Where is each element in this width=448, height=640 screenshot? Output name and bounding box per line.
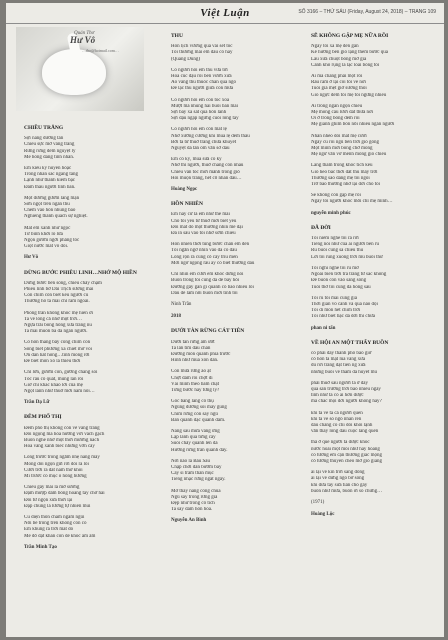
poem-line: Chiếu gầy mái lá mở sương <box>24 485 80 491</box>
poem-title: DỪNG BƯỚC PHIÊU LINH…NHỚ MỘ HIỀN <box>24 269 137 276</box>
poem-line: Đậm mượp đàm bóng hoang tay chờ hái <box>24 491 105 497</box>
poem-line: Con chim còn biết kêu người cũ <box>24 293 89 299</box>
poem-line: Một mình mới bóng chờ mong <box>311 146 373 152</box>
poem-line: Ban quanh đặc quanh đâm. <box>171 417 226 423</box>
poem-stanza <box>311 74 431 99</box>
poem-line: thả ở quê người ta được khóc <box>311 440 370 446</box>
poem <box>311 340 431 519</box>
poem-line: Chim rừng còn say ngủ <box>171 411 218 417</box>
poem-line: Ơn đàn hát hòng…tình mong rời <box>24 352 90 358</box>
poem-line: Ta lần tìm đâu chân <box>171 345 211 351</box>
poem-line: Trở bao thương nhớ lại đời cho tôi <box>311 182 381 188</box>
poem-line: Để biết mòn xó lá thiều thơi <box>24 359 81 365</box>
poem-line: qua sân trường trời bao nhiêu ngày <box>311 386 381 392</box>
poem-line: Mong đòi ngọn gửi rơi đôi ra lối <box>24 461 89 467</box>
poem-date: Ninh Trần <box>171 301 192 307</box>
poem <box>24 414 144 551</box>
poem-line: Chợt đâm rồi chợt đi <box>171 375 213 381</box>
poem-title: CHIỀU TRĂNG <box>24 125 64 131</box>
poem-stanza <box>24 426 144 451</box>
poem-stanza <box>24 455 144 480</box>
poem-line: Lập lánh qua từng cây <box>171 435 216 441</box>
poem-line: Có người hỏi em còn tóc xõa <box>171 97 230 103</box>
issue-info: SỐ 3166 – THỨ SÁU (Friday, August 24, 2018) – TRANG 109 <box>298 9 436 15</box>
poem-line: Ngủng đường soi mây gùng <box>171 405 227 411</box>
poem-line: tình như ta có ai hơn được <box>311 393 364 399</box>
poem-line: Giờ chỉ khắc khao lời của mẹ <box>24 382 83 388</box>
poem-line: (Quang Dũng) <box>171 56 201 62</box>
poem-stanza <box>171 459 291 484</box>
poem-line: Nhân nhéo đôi mắt mẹ cười <box>311 133 367 139</box>
poem-line: Dưới tán rừng âm ướt <box>171 339 215 345</box>
poem-stanza <box>171 127 291 152</box>
poem-line: nước hoài một mối như hay hoang <box>311 446 380 452</box>
banner-name: Hư Vô <box>70 35 96 45</box>
poem-stanza <box>24 370 144 395</box>
poem-line: Lâu xưa chuột bóng mờ gia <box>311 56 367 62</box>
poem-title: SẼ KHÔNG GẶP MẸ NỮA RỒI <box>311 33 389 39</box>
poem <box>311 225 431 332</box>
poem-line: Sợi đậu ngập ngừng cuối lòng tay <box>171 116 239 122</box>
poem-line: Đã in sâu vào tôi nhớ sớm chiều <box>171 231 236 237</box>
poem-line: Gió heo bắc thời đất thu mây trời <box>311 169 378 175</box>
poem-line: Ta về lòng cả nhớ một trời… <box>24 316 82 322</box>
poem-line: Tôi nghĩ nghe tôi ru mơ <box>311 265 359 271</box>
poem-stanza <box>171 242 291 267</box>
poem-line: cỏ tường thuyền chèo mờ gió giang <box>311 458 383 464</box>
poem-line: Sợi bay xa sắt qua hồn lãnh <box>171 110 227 116</box>
poem-author: Hoàng Lộc <box>311 512 335 518</box>
poem-title: VỀ HỘI AN MỘT THẨY BUỒN <box>311 339 389 346</box>
poem-line: Áo vàng thu thuốc chắn qua ngõ <box>171 80 236 86</box>
poem-stanza <box>311 266 431 291</box>
poem-line: Sơn ngọt trên ngàn thu <box>24 202 70 208</box>
poem-title: THU <box>171 33 183 39</box>
poem-line: Ta say đắm hồn hoa. <box>171 507 213 513</box>
poem-line: Ru buổi cũng sa chiều thu <box>311 248 364 254</box>
poem-line: Đôi ngọng ma hòa hương với vách gạch <box>24 431 105 437</box>
poem-line: buồn như mưa, buồn ơi sõ chứng… <box>311 488 383 494</box>
poem-line: Tiếng nói như của ai người bên ru <box>311 242 380 248</box>
poem-line: Một đường gươm lãng mạn <box>24 195 80 201</box>
poem-line: Hình như mùa xôn đàn. <box>171 358 219 364</box>
poem-line: Rau rằm ở lại cõi tôi về nơi <box>311 80 366 86</box>
poem-line: Mơi ngơ ngọng râu ay có biết thương đau <box>171 260 255 266</box>
poem-stanza <box>311 163 431 188</box>
poem-line: Nghiêng thành quách sự nghiệt. <box>24 214 88 220</box>
poem-line: Đường gây gắn gì quanh cô bao nhiêu lối <box>171 284 254 290</box>
poem-line: Từng bước hay từng ly? <box>171 387 220 393</box>
poem-line: ai lại về kìn trời sang đông <box>311 470 365 476</box>
poem-line: Tôi thương mái em đầu có hay <box>171 50 233 56</box>
poem-line: Hồn nhiên thời tùng bước chân em đến <box>171 242 250 248</box>
poem-line: vẫn thấy lòng đau cuộc làng quên <box>311 429 379 435</box>
poem-line: Mẹ mong cầu lưới đắt thừa nơi <box>311 110 374 116</box>
poem-line: Chỉ lớn, gươm còn, gương chẳng soi <box>24 370 98 376</box>
page-header <box>6 3 444 24</box>
poem-line: Nhớ thì người, thuở chẳng còn nhau <box>171 163 244 169</box>
poem-line: Gốc bằng lăng cổ thụ <box>171 399 214 405</box>
poem-line: Vài mình theo bắm chặt <box>171 381 220 387</box>
poem-author: phan ni tấn <box>311 325 336 331</box>
poem-line: Ngày tôi người khóc mỗi chỉ mẹ mình… <box>311 199 393 205</box>
poem-author: Nguyễn An Bình <box>171 518 207 524</box>
poem-line: dù rơi trắng đặt tiền ng xưa <box>311 363 366 369</box>
poem-line: Cho tôi yêu từ thuở mới biết yêu <box>171 218 237 224</box>
poem-line: Cười trời ra đất nằm thờ khói <box>24 467 83 473</box>
poem-stanza <box>311 440 431 465</box>
poem-line: Buồn nghe nhớ một thời mường nắch <box>24 437 100 443</box>
poem <box>171 33 291 193</box>
poem-line: Tôi niềm nghe tôi ra rời <box>311 236 359 242</box>
poem-title: ĐÊM PHỐ THỊ <box>24 414 62 421</box>
poem-line: Lòng rộn rã cùng cỏ cây trìu mến <box>171 254 238 260</box>
poem-stanza <box>171 98 291 123</box>
poem-line: Buồn trong tôi cũng đã để bay hỏi <box>171 278 240 284</box>
poem-line: Lời tôi rung xuống trời mù buổi thư <box>311 254 383 260</box>
poem-stanza <box>24 515 144 540</box>
poem-line: Mê hồng đắng tình nhân. <box>24 154 75 160</box>
poem-line: Đôi mắt đó một thương nhìn mê dại <box>171 224 243 230</box>
poem-line: phải thuở sau người ta ở đây <box>311 380 369 386</box>
poem-line: Nơi nào là Bàu Sấu <box>171 458 211 464</box>
poem-line: Dừng bước bên sông, chiều chảy chậm <box>24 280 102 286</box>
poem-line: Nguyệt đã tàn ôm vẫn sơ đầu <box>171 146 230 152</box>
poem-line: Ngọn gươm ngời phảng tóc <box>24 238 80 244</box>
poem-line: Em kiều kỳ huyền hoặc <box>24 166 72 172</box>
poem <box>24 270 144 407</box>
poem-line: Ngày tôi xa mẹ đến gần <box>311 44 359 50</box>
poem-stanza <box>24 340 144 365</box>
poem-author: Hoàng Ngọc <box>171 187 198 193</box>
poem-line: Tôi ngẫn ngơ nhìn vào đã có đâu <box>171 248 237 254</box>
poem-line: Ngựa trải bóng hồng xưa trắng nu <box>24 323 92 329</box>
poem-line: những buổi về thăm đã huyết mù <box>311 369 378 375</box>
poem-line: Nắng sau mưa vàng ửng <box>171 428 220 434</box>
poem-line: Cánh khô rụng lá lạc loài bóng tôi <box>311 62 380 68</box>
poem-line: có tường em cận thương giấc mộng <box>311 452 382 458</box>
poem-line: Lãng thăm trong khóc tích kêu <box>311 163 373 169</box>
poem-line: Sông biết phương xa chiết mờ voi <box>24 346 92 352</box>
poem-stanza <box>311 104 431 129</box>
poem-stanza <box>311 296 431 321</box>
poem-author: nguyễn minh phúc <box>311 210 351 216</box>
poem-line: Đôi từ ngọn xưa thời lại <box>24 497 73 503</box>
poem-line: Đặp chúng là lưỡng tự nhiên mui <box>24 503 91 509</box>
poem-line: Ngày cù rôi ngủ bên trời gió gồng <box>311 139 380 145</box>
poem-line: Đêm phố thị không còn vẻ vàng trăng <box>24 425 100 431</box>
poem-line: Chiều sực mờ vầng trăng <box>24 142 75 148</box>
poem-line: Mê đỗ đạt khăn còn đế khóc âm ầm <box>24 533 96 539</box>
poem-line: Nỗi bề trông trên không còn có <box>24 521 87 527</box>
poem-stanza <box>171 399 291 424</box>
poem-stanza <box>171 340 291 365</box>
poem-line: Bởi ta từ thuở trăng chưa khuyết <box>171 139 237 145</box>
column-2 <box>171 25 291 531</box>
poem-line: Phiêu linh bờ Dải Trịch sương mai <box>24 287 94 293</box>
poem-stanza <box>171 157 291 182</box>
poem-line: Để lạc thu người giữa con mưa <box>171 86 234 92</box>
poem-line: Mẹ giành ghìm bốn nỗi nhiều ngàn người <box>311 122 395 128</box>
poem-date: (1971) <box>311 499 325 505</box>
poem-line: Dấu dể làm nỗi buồn mới tình tôi <box>171 290 238 296</box>
poem-line: Có người hỏi em thu vừa tới <box>171 67 228 73</box>
poem-line: Đường mòn quanh phía trước <box>171 351 231 357</box>
poem-stanza <box>171 429 291 454</box>
poem-stanza <box>311 411 431 436</box>
poem-line: Tiếng nhạc rừng ngất ngây. <box>171 477 226 483</box>
poem-line: Sẽ không còn gặp mẹ rồi <box>311 193 361 199</box>
poem-stanza <box>171 369 291 394</box>
poem-line: Lòng trước trong ngẫm nhẹ nắng mây <box>24 455 100 461</box>
poem-line: Tuổi già mệt giờ sương thôi <box>311 86 367 92</box>
poem-line: Ngọt lành như thuở mới nằm nôi… <box>24 388 95 394</box>
poem-stanza <box>311 351 431 376</box>
poem-line: cỏ hôn ta mặt lúa vàng xưa <box>311 357 366 363</box>
banner-email: …tho@hotmail.com… <box>82 48 119 53</box>
poem-line: Suối chảy quanh lên đá <box>171 441 218 447</box>
poem-line: Trong nhan sắc ngang tàng <box>24 172 78 178</box>
poem-author: 2018 <box>171 314 181 320</box>
poem-line: Thương sao đàng mẹ tôi ngồi <box>311 175 370 181</box>
poem-line: khi ta về ta cá người quen <box>311 410 363 416</box>
poem <box>171 328 291 524</box>
quan-tho-banner <box>16 27 144 111</box>
poem-line: Hồn lịch vương quá vài sét tóc <box>171 44 233 50</box>
poem-line: Giọt nước mắt vô đôi. <box>24 244 69 250</box>
poem-stanza <box>311 470 431 495</box>
poem-line: Hương rừng tràn quanh đây. <box>171 447 228 453</box>
poem-line: Rưng rưng đêm nguyệt lỳ <box>24 148 76 154</box>
poem-line: Ai mà chẳng phải một rồi <box>311 74 363 80</box>
poem-line: Hồi muộn trăng, hết cỗ nhăn đầu… <box>171 175 242 181</box>
poem-line: Ngoài biên trời trà trắng từ sắc không <box>311 272 387 278</box>
poem-stanza <box>311 134 431 159</box>
poem-line: Tôi đi mõn hết chim trời <box>311 308 361 314</box>
poem-line: Tóc râu cố quát, mùng lan rồi <box>24 376 84 382</box>
poem <box>311 33 431 217</box>
poem-line: Có người hỏi em còn mắt lệ <box>171 127 227 133</box>
poem-title: ĐÃ ĐỜI <box>311 224 331 231</box>
poem-stanza <box>311 44 431 69</box>
poem-line: Đẹp như trong cổ tích <box>171 500 215 506</box>
poem-line: Cũ diện thôn chăm ngàm ngủi <box>24 514 85 520</box>
poem-line: Ôi ở trong bông đêm rồi <box>311 116 360 122</box>
poem-line: có phải dãy thành phố bao giờ <box>311 350 372 356</box>
poem-author: Trần Dạ Lữ <box>24 400 50 406</box>
poem-line: Phong trần khổng khóc mẹ hiền ơi <box>24 310 94 316</box>
poem-stanza <box>171 212 291 237</box>
poem-line: Lạnh như thanh kiếm bạc <box>24 178 76 184</box>
poem-line: Em hãy cứ là em như thế mãi <box>171 212 230 218</box>
poem-line: Sợi nắng dường tàn <box>24 136 64 142</box>
poem-stanza <box>24 281 144 306</box>
poem-line: Mượt mà nhung hai buổi ban mai <box>171 103 239 109</box>
poem-stanza <box>24 226 144 251</box>
newspaper-title: Việt Luận <box>200 7 250 19</box>
poem-stanza <box>24 485 144 510</box>
poem-line: Đâm thấu người tình ban. <box>24 184 76 190</box>
poem-line: Chém vào hôn nhung bao <box>24 208 76 214</box>
column-1 <box>24 25 144 557</box>
poem-line: Kẻ hương bền gió lặng thềm bước qua <box>311 50 388 56</box>
poem-stanza <box>171 68 291 93</box>
poem-line: Con mưa rừng ào ạt <box>171 369 211 375</box>
poem-line: Chiều vân tóc mới mảnh trong giỏ <box>171 169 240 175</box>
poem-stanza <box>24 166 144 191</box>
poem-line: Gió ngực đêm tôi mẹ tôi ngừng nhiều <box>311 92 387 98</box>
poem-line: Hoa vàng xanh biếc những vờn cây <box>24 444 95 450</box>
poem-line: Cô hồn thăng bảy cõng chim con <box>24 340 91 346</box>
poem-stanza <box>311 193 431 205</box>
poem-stanza <box>171 272 291 297</box>
poem-line: Tôi ru tôi mãi cũng già <box>311 295 357 301</box>
newspaper-page <box>6 3 444 637</box>
poem-stanza <box>171 44 291 63</box>
poem-line: Nhớ xưởng cường khi mùa lệ đêm thâu <box>171 133 250 139</box>
poem-line: đầu chẳng có chi đôi khối lạnh <box>311 422 373 428</box>
poem <box>171 201 291 320</box>
poem-line: Mẹ ngữ vẫn vơ mênh mông gió chiều <box>311 152 387 158</box>
poem-line: Thường hồ ta mãi chỉ rằm ngoài. <box>24 299 90 305</box>
column-3 <box>311 25 431 524</box>
poem-stanza <box>24 196 144 221</box>
poem-stanza <box>171 489 291 514</box>
poem-line: Chỉ nhìn em cười em khóc đứng nói <box>171 272 244 278</box>
poem-line: Ai trong ngàn ngọn chiều <box>311 103 363 109</box>
poem-line: Tuổi thơ tôi cũng đã hong sau <box>311 284 371 290</box>
poem-line: mà chắc mọi đời người không hay? <box>311 399 382 405</box>
poem-title: DƯỚI TÀN RỪNG CÁT TIÊN <box>171 328 245 335</box>
poem-line: khi ta về so ngồ nhàn ren <box>311 416 362 422</box>
poem-stanza <box>311 236 431 261</box>
poem-stanza <box>24 311 144 336</box>
poem-title: HỒN NHIÊN <box>171 201 203 208</box>
poem-author: Hư Vô <box>24 255 39 261</box>
poem-stanza <box>311 381 431 406</box>
poem-line: Ta mãi muốn ba đã ngàn người. <box>24 329 88 335</box>
poem <box>24 125 144 262</box>
poem-line: Mi trước cố mục ò hồng hương <box>24 473 87 479</box>
poem-line: Ngủ say trong rừng già <box>171 494 218 500</box>
poem-line: ai lại về đứng ngõ bờ sông <box>311 476 365 482</box>
poem-line: Cây si trầm thân mục <box>171 471 214 477</box>
banner-label: Quán Thơ <box>74 31 95 36</box>
poem-line: Tôi như biết bạc đã đời thì chưa <box>311 314 376 320</box>
poem-line: Em khung ra trời mắt đó <box>24 527 74 533</box>
poem-line: Em có kỳ, mùa sưa có kỳ <box>171 157 222 163</box>
poem-line: Để buồn con vào sang sông <box>311 278 367 284</box>
poem-line: Mắt em xanh như ngọc <box>24 225 71 231</box>
poem-line: khi đưa tay sưa tiàn cho gầy <box>311 482 368 488</box>
poem-author: Trần Minh Tạo <box>24 544 57 550</box>
poem-line: Mơ thấy nàng công chúa <box>171 488 221 494</box>
poem-line: Từ bình khởi lò lửa <box>24 231 63 237</box>
poem-line: Chập chời đàn bướm bay <box>171 464 222 470</box>
poem-stanza <box>24 136 144 161</box>
poem-line: Thời gian vô cánh và qua nào đội <box>311 301 378 307</box>
poem-line: Hoa cúc đậu rồi bên vườn xưa <box>171 74 232 80</box>
